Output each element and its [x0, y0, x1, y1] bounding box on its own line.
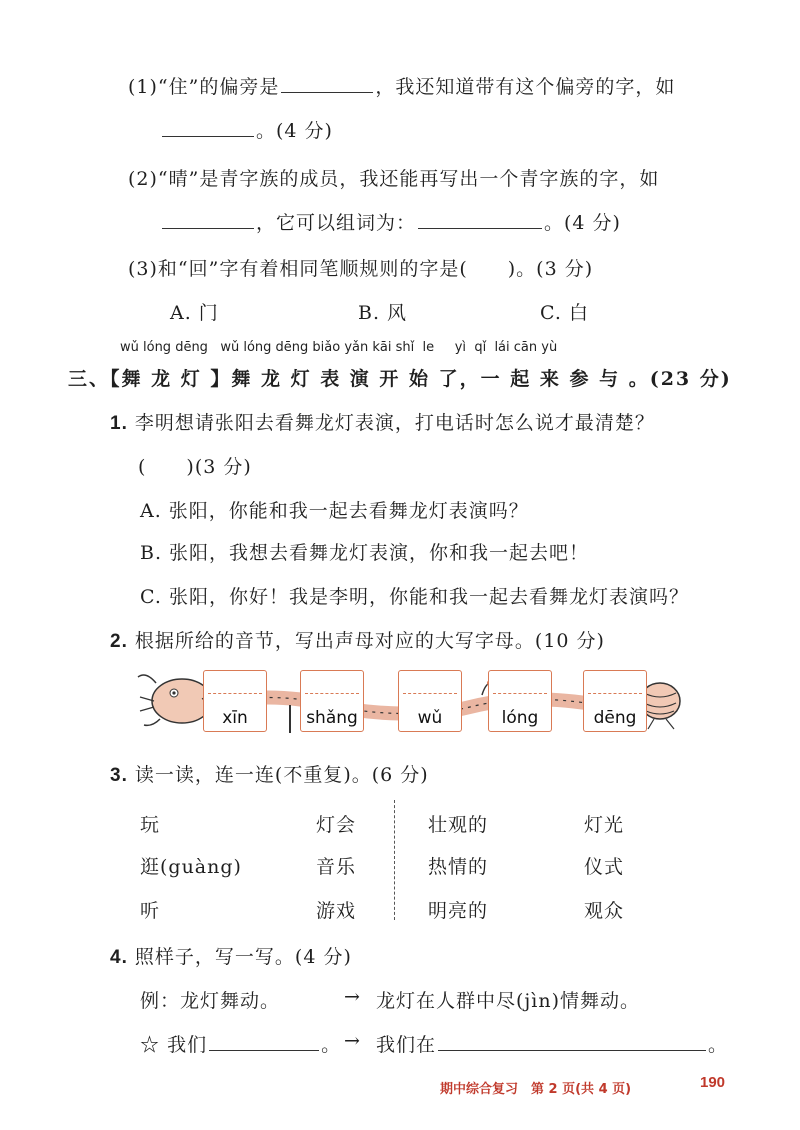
syllable-xin: xīn — [222, 708, 248, 728]
p3-right-a-0[interactable]: 壮观的 — [428, 814, 489, 836]
p3-right-b-2[interactable]: 观众 — [584, 900, 625, 922]
p3-number: 3. — [110, 765, 128, 786]
p2-number: 2. — [110, 631, 128, 652]
p2-question-row — [110, 626, 605, 653]
p1-option-c[interactable]: C. 张阳，你好！我是李明，你能和我一起去看舞龙灯表演吗？ — [140, 586, 689, 608]
p1-option-a[interactable]: A. 张阳，你能和我一起去看舞龙灯表演吗？ — [140, 500, 529, 522]
p1-question: 李明想请张阳去看舞龙灯表演，打电话时怎么说才最清楚？ — [134, 412, 655, 434]
syllable-long: lóng — [501, 708, 539, 728]
q2-line2 — [160, 208, 621, 235]
p4-question: 照样子，写一写。(4 分) — [134, 946, 352, 968]
p2-question: 根据所给的音节，写出声母对应的大写字母。(10 分) — [134, 630, 605, 652]
q3-option-c[interactable]: C. 白 — [540, 302, 589, 324]
q2-suffix: 。(4 分) — [544, 212, 621, 234]
p4-example-right: 龙灯在人群中尽(jìn)情舞动。 — [376, 990, 641, 1012]
p4-task-arrow: → — [344, 1030, 361, 1052]
p1-answer-paren[interactable]: ( )(3 分) — [138, 456, 252, 478]
q1-blank-example[interactable] — [162, 116, 254, 137]
syllable-card-shang[interactable] — [300, 670, 364, 732]
p1-number: 1. — [110, 413, 128, 434]
syllable-card-long[interactable] — [488, 670, 552, 732]
syllable-deng: dēng — [593, 708, 637, 728]
p3-right-a-1[interactable]: 热情的 — [428, 856, 489, 878]
q2-line1: (2)“晴”是青字族的成员，我还能再写出一个青字族的字，如 — [128, 168, 660, 190]
p3-right-b-0[interactable]: 灯光 — [584, 814, 625, 836]
p3-question: 读一读，连一连(不重复)。(6 分) — [134, 764, 429, 786]
p4-blank-right[interactable] — [438, 1030, 706, 1051]
p4-question-row — [110, 942, 352, 969]
section3-title: 三、【舞 龙 灯 】舞 龙 灯 表 演 开 始 了，一 起 来 参 与 。(23 分) — [68, 368, 732, 390]
q2-mid: ，它可以组词为： — [256, 212, 417, 234]
q1-line2 — [160, 116, 333, 143]
p3-left-b-2[interactable]: 游戏 — [316, 900, 357, 922]
q3-option-b[interactable]: B. 风 — [358, 302, 408, 324]
q1-prefix: (1)“住”的偏旁是 — [128, 76, 280, 98]
p4-example-left: 例：龙灯舞动。 — [140, 990, 281, 1012]
page-number: 190 — [700, 1074, 726, 1091]
p4-blank-left[interactable] — [209, 1030, 319, 1051]
p3-left-b-1[interactable]: 音乐 — [316, 856, 357, 878]
section3-pinyin: wǔ lóng dēng wǔ lóng dēng biǎo yǎn kāi shǐ le yì qǐ lái cān yù — [120, 340, 558, 355]
q2-blank-word[interactable] — [418, 208, 542, 229]
q1-line2-suffix: 。(4 分) — [256, 120, 333, 142]
q1-blank-radical[interactable] — [281, 72, 373, 93]
p4-task-right-period: 。 — [708, 1034, 729, 1056]
syllable-shang: shǎng — [306, 708, 358, 728]
syllable-card-deng[interactable] — [583, 670, 647, 732]
p3-left-b-0[interactable]: 灯会 — [316, 814, 357, 836]
q1-suffix: ，我还知道带有这个偏旁的字，如 — [375, 76, 676, 98]
q3-option-a[interactable]: A. 门 — [170, 302, 219, 324]
p1-option-b[interactable]: B. 张阳，我想去看舞龙灯表演，你和我一起去吧！ — [140, 542, 590, 564]
p3-left-a-0[interactable]: 玩 — [140, 814, 161, 836]
p4-example-arrow: → — [344, 986, 361, 1008]
star-icon: ☆ — [140, 1034, 161, 1056]
syllable-card-wu[interactable] — [398, 670, 462, 732]
p1-question-row — [110, 408, 655, 435]
syllable-wu: wǔ — [417, 708, 443, 728]
p4-task-right — [376, 1030, 728, 1057]
q1-line1 — [128, 72, 675, 99]
syllable-card-xin[interactable] — [203, 670, 267, 732]
p3-left-a-1[interactable]: 逛(guàng) — [140, 856, 242, 878]
p4-task-left-period: 。 — [321, 1034, 342, 1056]
p3-question-row — [110, 760, 429, 787]
p4-task-left — [140, 1030, 341, 1057]
p4-task-right-prefix: 我们在 — [376, 1034, 437, 1056]
q2-blank-char[interactable] — [162, 208, 254, 229]
p3-left-a-2[interactable]: 听 — [140, 900, 161, 922]
p3-right-b-1[interactable]: 仪式 — [584, 856, 625, 878]
p3-right-a-2[interactable]: 明亮的 — [428, 900, 489, 922]
q3-line: (3)和“回”字有着相同笔顺规则的字是( )。(3 分) — [128, 258, 594, 280]
p3-divider — [394, 800, 395, 920]
footer-text: 期中综合复习 第 2 页(共 4 页) — [440, 1082, 632, 1097]
p4-task-left-prefix: 我们 — [167, 1034, 208, 1056]
p4-number: 4. — [110, 947, 128, 968]
